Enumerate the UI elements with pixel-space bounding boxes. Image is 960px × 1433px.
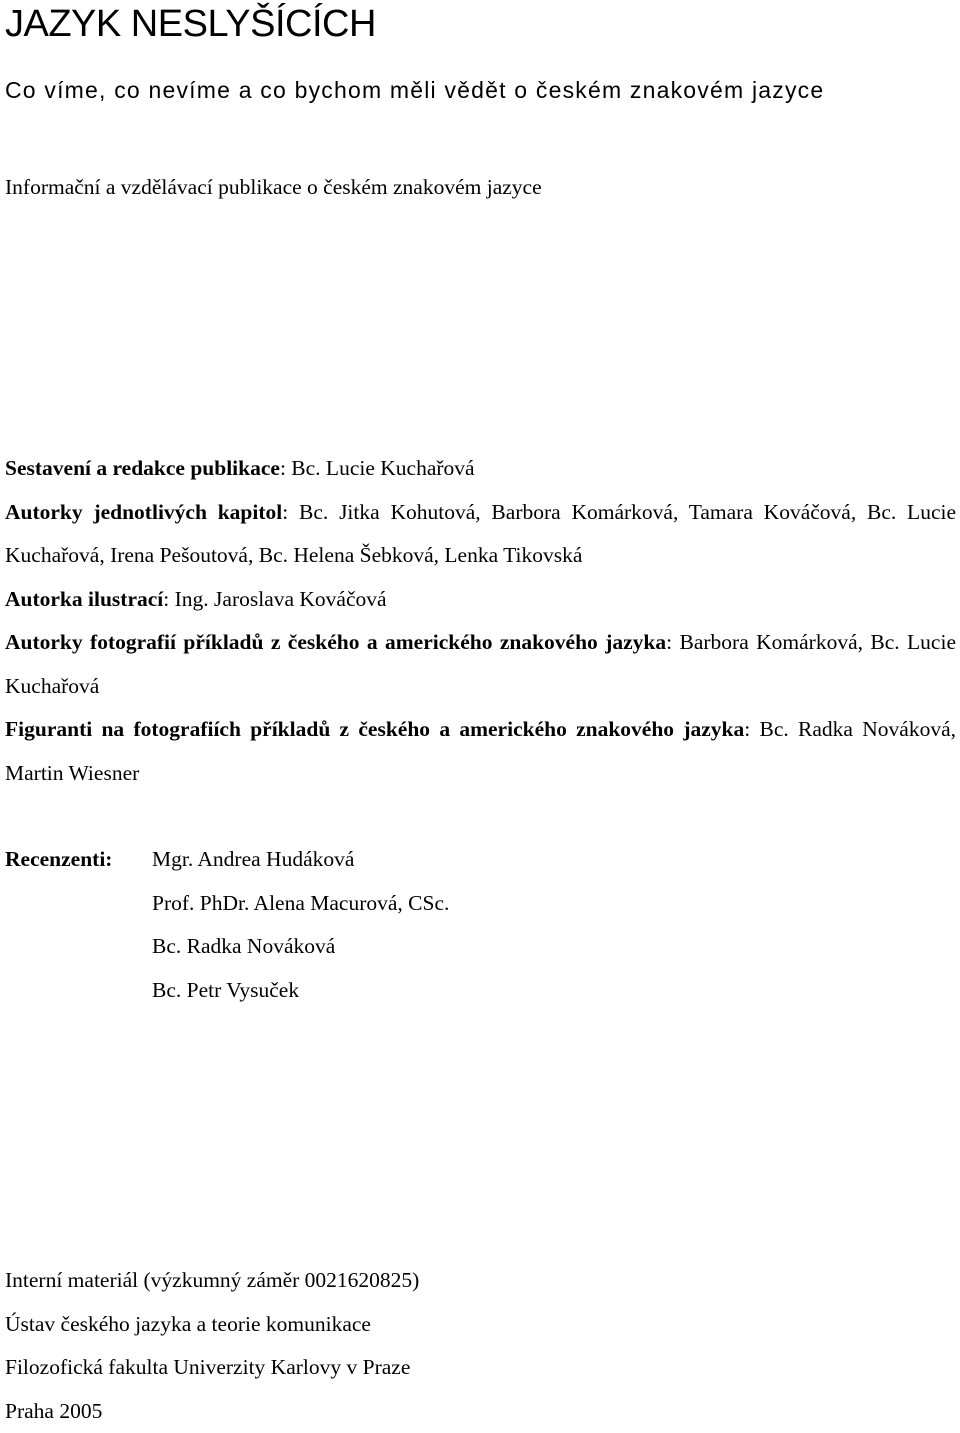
credit-value: Bc. Jitka Kohutová, Barbora Komárková, Tamara Kováčová, Bc. Lucie Kuchařová, Irena Pešoutová, Bc. Helena Šebková, Lenka Tikovská [5,500,956,568]
footer-line-faculty: Filozofická fakulta Univerzity Karlovy v Praze [5,1346,419,1390]
reviewer-name: Prof. PhDr. Alena Macurová, CSc. [152,882,449,926]
reviewers-label: Recenzenti: [5,838,112,882]
credit-label: Autorky fotografií příkladů z českého a amerického znakového jazyka [5,630,666,654]
footer-section [5,1259,419,1433]
page-title: JAZYK NESLYŠÍCÍCH [5,2,376,46]
credit-label: Autorka ilustrací [5,587,163,611]
reviewer-name: Mgr. Andrea Hudáková [152,838,449,882]
credit-figurants: Figuranti na fotografiích příkladů z českého a amerického znakového jazyka: Bc. Radka Nováková, Martin Wiesner [5,708,956,795]
footer-line-material: Interní materiál (výzkumný záměr 0021620825) [5,1259,419,1303]
credit-label: Autorky jednotlivých kapitol [5,500,282,524]
footer-line-institute: Ústav českého jazyka a teorie komunikace [5,1303,419,1347]
credit-photographs: Autorky fotografií příkladů z českého a amerického znakového jazyka: Barbora Komárková, Bc. Lucie Kuchařová [5,621,956,708]
credit-editor: Sestavení a redakce publikace: Bc. Lucie Kuchařová [5,447,956,491]
credit-value: Bc. Radka Nováková, Martin Wiesner [5,717,956,785]
credit-value: Ing. Jaroslava Kováčová [175,587,387,611]
credit-label: Sestavení a redakce publikace [5,456,280,480]
reviewers-list [152,838,449,1012]
credit-label: Figuranti na fotografiích příkladů z českého a amerického znakového jazyka [5,717,744,741]
credit-illustrations: Autorka ilustrací: Ing. Jaroslava Kováčová [5,578,956,622]
credit-value: Barbora Komárková, Bc. Lucie Kuchařová [5,630,956,698]
page-subtitle: Co víme, co nevíme a co bychom měli vědět o českém znakovém jazyce [5,74,824,106]
credit-value: Bc. Lucie Kuchařová [291,456,474,480]
credits-section [5,447,956,795]
footer-line-place-year: Praha 2005 [5,1390,419,1433]
publication-description: Informační a vzdělávací publikace o českém znakovém jazyce [5,172,542,202]
reviewer-name: Bc. Petr Vysuček [152,969,449,1013]
reviewer-name: Bc. Radka Nováková [152,925,449,969]
credit-chapter-authors: Autorky jednotlivých kapitol: Bc. Jitka Kohutová, Barbora Komárková, Tamara Kováčová, Bc. Lucie Kuchařová, Irena Pešoutová, Bc. Helena Šebková, Lenka Tikovská [5,491,956,578]
